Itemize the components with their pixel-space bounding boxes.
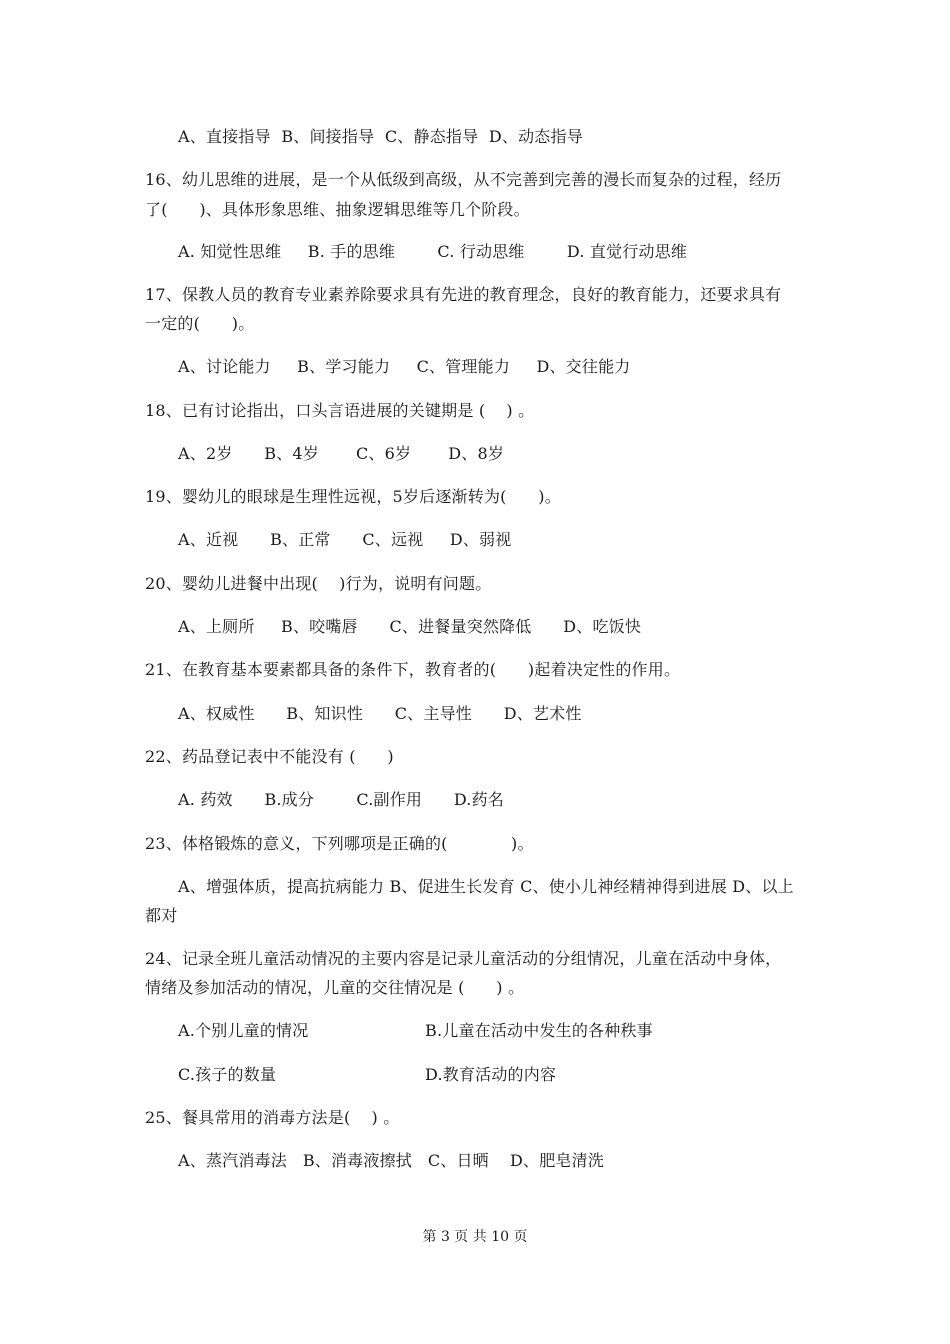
question-17-options: A、讨论能力 B、学习能力 C、管理能力 D、交往能力 xyxy=(178,357,631,376)
page-number-footer: 第 3 页 共 10 页 xyxy=(422,1229,528,1245)
question-17-text: 17、保教人员的教育专业素养除要求具有先进的教育理念，良好的教育能力，还要求具有 xyxy=(145,285,782,304)
question-16-options: A. 知觉性思维 B. 手的思维 C. 行动思维 D. 直觉行动思维 xyxy=(178,242,688,261)
question-24-option-a: A.个别儿童的情况 xyxy=(178,1021,309,1040)
question-18-options: A、2岁 B、4岁 C、6岁 D、8岁 xyxy=(178,444,505,463)
question-18-text: 18、已有讨论指出，口头言语进展的关键期是 ( ) 。 xyxy=(145,401,535,420)
question-24-option-d: D.教育活动的内容 xyxy=(425,1065,557,1084)
question-15-options: A、直接指导 B、间接指导 C、静态指导 D、动态指导 xyxy=(178,127,583,146)
question-16-text-continued: 了( )、具体形象思维、抽象逻辑思维等几个阶段。 xyxy=(145,200,530,219)
question-20-options: A、上厕所 B、咬嘴唇 C、进餐量突然降低 D、吃饭快 xyxy=(178,617,642,636)
question-24-text: 24、记录全班儿童活动情况的主要内容是记录儿童活动的分组情况，儿童在活动中身体， xyxy=(145,949,782,968)
question-24-option-b: B.儿童在活动中发生的各种秩事 xyxy=(425,1021,653,1040)
question-24-text-continued: 情绪及参加活动的情况，儿童的交往情况是 ( ) 。 xyxy=(145,978,525,997)
question-17-text-continued: 一定的( )。 xyxy=(145,314,255,333)
question-19-text: 19、婴幼儿的眼球是生理性远视，5岁后逐渐转为( )。 xyxy=(145,487,561,506)
question-19-options: A、近视 B、正常 C、远视 D、弱视 xyxy=(178,530,512,549)
question-22-text: 22、药品登记表中不能没有 ( ) xyxy=(145,747,394,766)
question-22-options: A. 药效 B.成分 C.副作用 D.药名 xyxy=(178,790,504,809)
question-23-options-continued: 都对 xyxy=(145,906,178,925)
question-25-options: A、蒸汽消毒法 B、消毒液擦拭 C、日晒 D、肥皂清洗 xyxy=(178,1151,605,1170)
question-24-option-c: C.孩子的数量 xyxy=(178,1065,277,1084)
question-16-text: 16、幼儿思维的进展，是一个从低级到高级，从不完善到完善的漫长而复杂的过程，经历 xyxy=(145,170,782,189)
question-23-options: A、增强体质，提高抗病能力 B、促进生长发育 C、使小儿神经精神得到进展 D、以上 xyxy=(178,877,794,896)
question-21-text: 21、在教育基本要素都具备的条件下，教育者的( )起着决定性的作用。 xyxy=(145,660,681,679)
question-21-options: A、权威性 B、知识性 C、主导性 D、艺术性 xyxy=(178,704,582,723)
question-23-text: 23、体格锻炼的意义，下列哪项是正确的( )。 xyxy=(145,834,534,853)
question-25-text: 25、餐具常用的消毒方法是( ) 。 xyxy=(145,1108,400,1127)
question-20-text: 20、婴幼儿进餐中出现( )行为，说明有问题。 xyxy=(145,574,492,593)
